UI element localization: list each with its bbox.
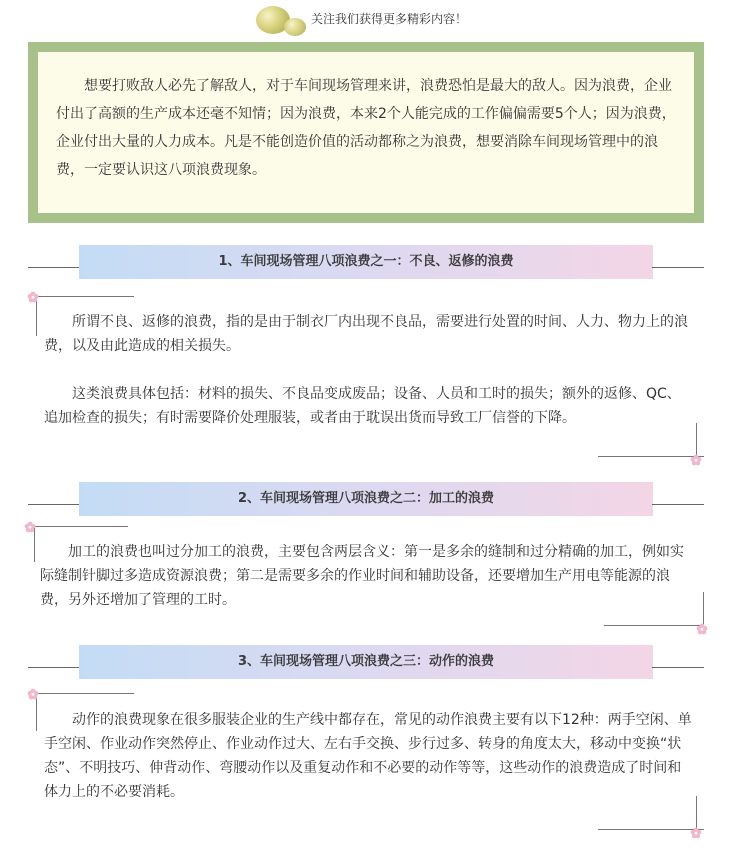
paragraph: 这类浪费具体包括：材料的损失、不良品变成废品；设备、人员和工时的损失；额外的返修、QC、追加检查的损失；有时需要降价处理服装，或者由于耽误出货而导致工厂信誉的下降。	[44, 386, 681, 426]
intro-text: 想要打败敌人必先了解敌人，对于车间现场管理来讲，浪费恐怕是最大的敌人。因为浪费，企业付出了高额的生产成本还毫不知情；因为浪费，本来2个人能完成的工作偏偏需要5个人；因为浪费，企业付出大量的人力成本。凡是不能创造价值的活动都称之为浪费，想要消除车间现场管理中的浪费，一定要认识这八项浪费现象。	[38, 52, 694, 213]
intro-box	[28, 42, 704, 223]
paragraph: 加工的浪费也叫过分加工的浪费，主要包含两层含义：第一是多余的缝制和过分精确的加工，例如实际缝制针脚过多造成资源浪费；第二是需要多余的作业时间和辅助设备，还要增加生产用电等能源的浪费，另外还增加了管理的工时。	[40, 544, 684, 608]
frame-line-top	[28, 526, 128, 527]
frame-line-bottom	[604, 625, 704, 626]
frame-line-right	[703, 592, 704, 626]
frame-line-right	[696, 423, 697, 457]
banner-text: 关注我们获得更多精彩内容！	[311, 12, 468, 26]
section-title-3: 3、车间现场管理八项浪费之三：动作的浪费	[79, 645, 653, 679]
paragraph: 所谓不良、返修的浪费，指的是由于制衣厂内出现不良品，需要进行处置的时间、人力、物力上的浪费，以及由此造成的相关损失。	[44, 314, 688, 354]
section-title-2: 2、车间现场管理八项浪费之二：加工的浪费	[79, 482, 653, 516]
frame-line-bottom	[598, 829, 704, 830]
pink-flower-icon	[690, 827, 702, 839]
frame-line-bottom	[598, 456, 704, 457]
pink-flower-icon	[27, 291, 39, 303]
frame-line-top	[28, 296, 134, 297]
section-body-1	[44, 310, 692, 430]
section-body-2	[40, 540, 696, 612]
green-balls-icon	[256, 4, 316, 38]
frame-line-top	[28, 693, 134, 694]
section-header-1	[0, 245, 732, 279]
section-header-3	[0, 645, 732, 679]
section-header-2	[0, 482, 732, 516]
pink-flower-icon	[690, 454, 702, 466]
pink-flower-icon	[696, 623, 708, 635]
section-title-1: 1、车间现场管理八项浪费之一：不良、返修的浪费	[79, 245, 653, 279]
top-banner	[0, 0, 732, 40]
pink-flower-icon	[27, 688, 39, 700]
pink-flower-icon	[24, 521, 36, 533]
section-body-3	[44, 708, 692, 804]
paragraph: 动作的浪费现象在很多服装企业的生产线中都存在，常见的动作浪费主要有以下12种：两手空闲、单手空闲、作业动作突然停止、作业动作过大、左右手交换、步行过多、转身的角度太大，移动中变换“状态”、不明技巧、伸背动作、弯腰动作以及重复动作和不必要的动作等等，这些动作的浪费造成了时间和体力上的不必要消耗。	[44, 712, 692, 800]
frame-line-right	[696, 796, 697, 830]
